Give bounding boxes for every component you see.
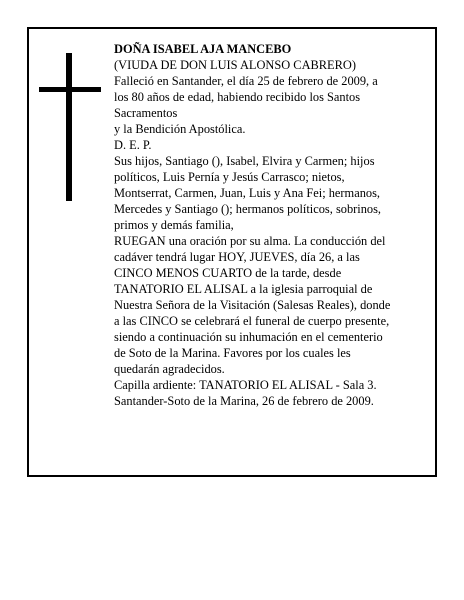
request-line-1: RUEGAN una oración por su alma. La conducción del [114, 234, 386, 248]
request-line-4: TANATORIO EL ALISAL a la iglesia parroquial de [114, 282, 373, 296]
widow-of-line: (VIUDA DE DON LUIS ALONSO CABRERO) [114, 58, 356, 72]
request-line-8: de Soto de la Marina. Favores por los cuales les [114, 346, 351, 360]
family-line-4: Mercedes y Santiago (); hermanos políticos, sobrinos, [114, 202, 382, 216]
request-line-3: CINCO MENOS CUARTO de la tarde, desde [114, 266, 342, 280]
request-line-9: quedarán agradecidos. [114, 362, 225, 376]
request-line-2: cadáver tendrá lugar HOY, JUEVES, día 26, a las [114, 250, 360, 264]
request-line-7: siendo a continuación su inhumación en el cementerio [114, 330, 383, 344]
latin-cross-icon [39, 53, 101, 201]
notice-body [114, 41, 436, 409]
death-line-1: Falleció en Santander, el día 25 de febrero de 2009, a [114, 74, 378, 88]
rest-in-peace: D. E. P. [114, 138, 152, 152]
place-date-line: Santander-Soto de la Marina, 26 de febrero de 2009. [114, 394, 374, 408]
cross-horizontal-bar [39, 87, 101, 92]
family-line-3: Montserrat, Carmen, Juan, Luis y Ana Fei; hermanos, [114, 186, 381, 200]
request-line-6: a las CINCO se celebrará el funeral de cuerpo presente, [114, 314, 390, 328]
death-line-4: y la Bendición Apostólica. [114, 122, 246, 136]
request-line-5: Nuestra Señora de la Visitación (Salesas Reales), donde [114, 298, 391, 312]
chapel-line: Capilla ardiente: TANATORIO EL ALISAL - Sala 3. [114, 378, 377, 392]
cross-vertical-bar [66, 53, 72, 201]
family-line-5: primos y demás familia, [114, 218, 234, 232]
family-line-2: políticos, Luis Pernía y Jesús Carrasco; nietos, [114, 170, 345, 184]
family-line-1: Sus hijos, Santiago (), Isabel, Elvira y Carmen; hijos [114, 154, 375, 168]
death-line-3: Sacramentos [114, 106, 178, 120]
deceased-name: DOÑA ISABEL AJA MANCEBO [114, 42, 292, 56]
death-line-2: los 80 años de edad, habiendo recibido los Santos [114, 90, 361, 104]
obituary-notice [27, 27, 437, 477]
